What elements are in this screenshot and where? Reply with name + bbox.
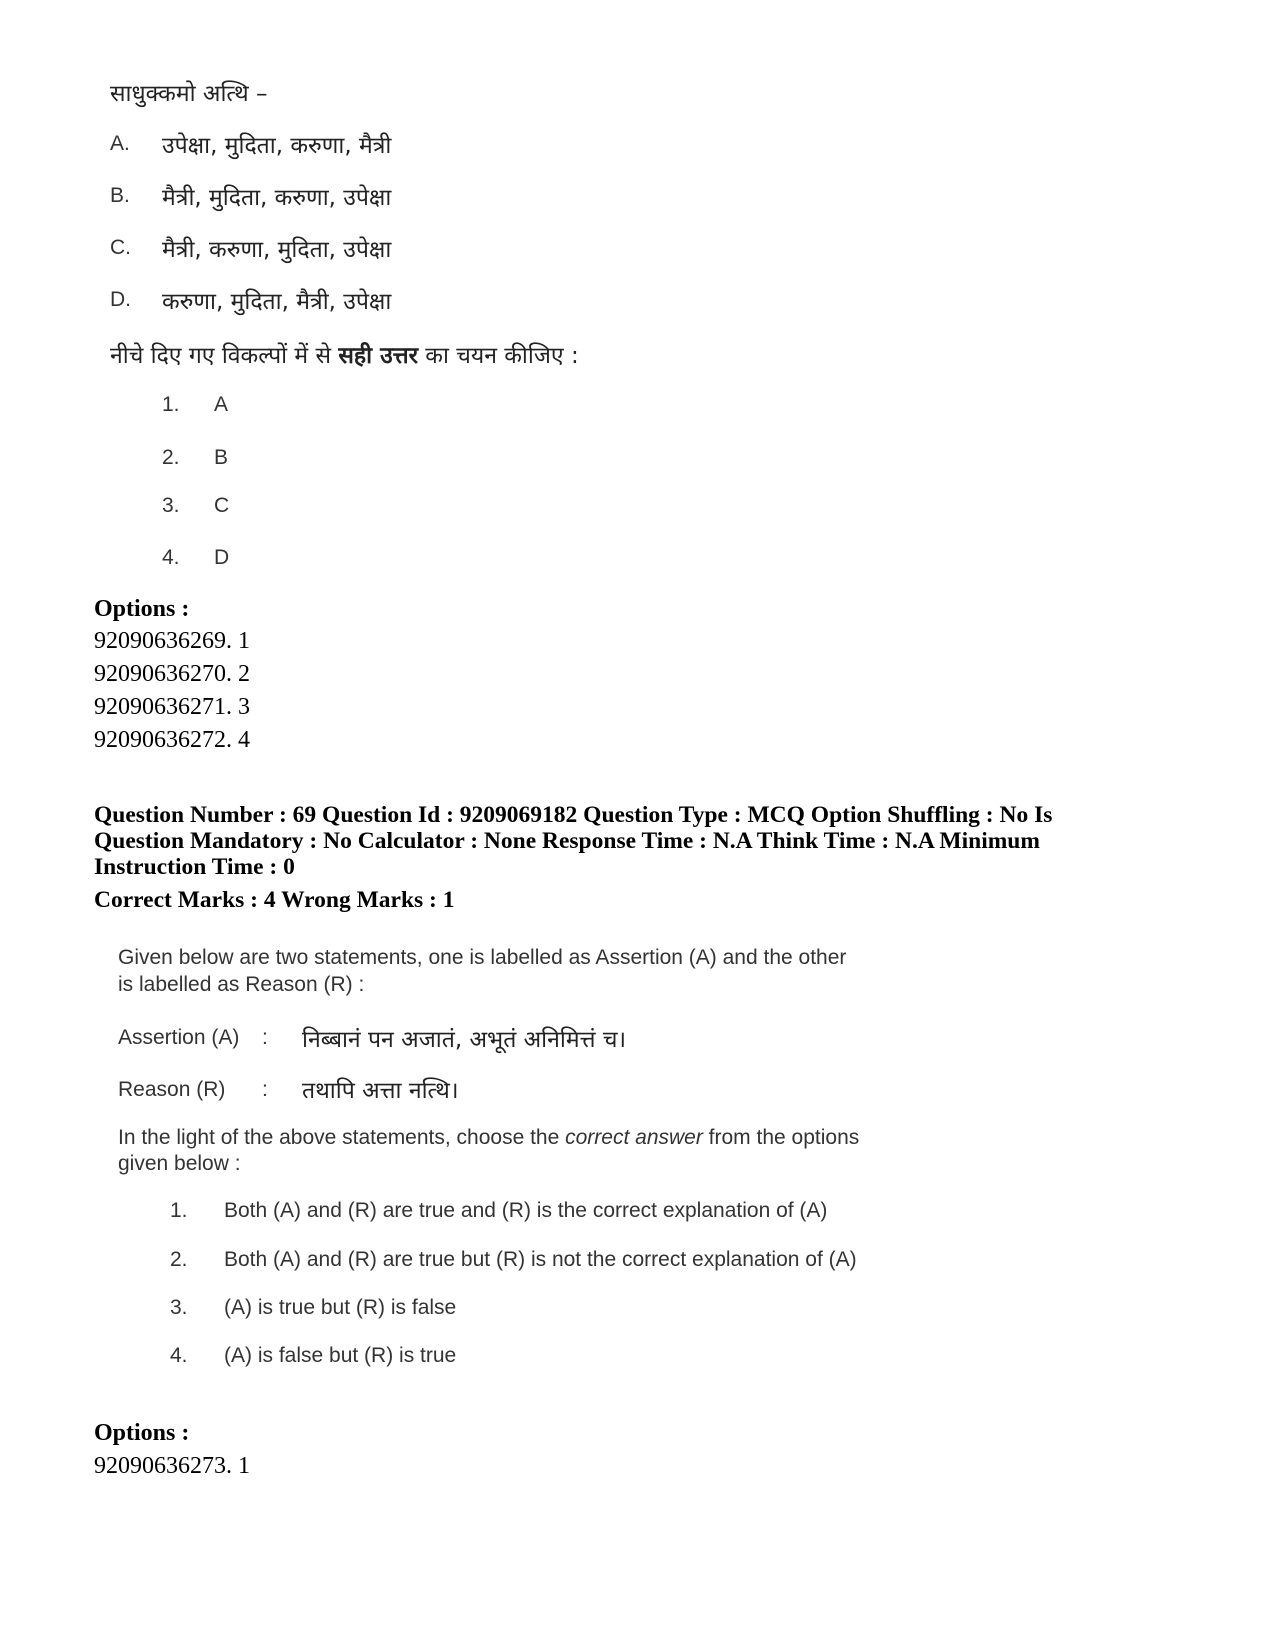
choice-letter: D. — [110, 288, 131, 311]
answer-instruction — [110, 338, 579, 370]
question-intro-line: is labelled as Reason (R) : — [118, 973, 365, 996]
instruction-text: नीचे दिए गए विकल्पों में से — [110, 343, 339, 369]
reason-text: तथापि अत्ता नत्थि। — [302, 1078, 459, 1104]
option-id: 92090636269. 1 — [94, 628, 250, 654]
reason-label: Reason (R) — [118, 1078, 226, 1101]
choice-letter: A. — [110, 132, 130, 155]
answer-number: 3. — [162, 494, 180, 517]
assertion-text: निब्बानं पन अजातं, अभूतं अनिमित्तं च। — [302, 1027, 627, 1053]
answer-number: 1. — [170, 1199, 188, 1222]
choice-text: करुणा, मुदिता, मैत्री, उपेक्षा — [162, 289, 392, 315]
question-stem-line: साधुक्कमो अत्थि – — [110, 81, 268, 107]
instruction-text: का चयन कीजिए : — [418, 343, 579, 369]
instruction-text: In the light of the above statements, choose the — [118, 1126, 566, 1149]
answer-text: C — [214, 494, 230, 517]
answer-number: 4. — [170, 1344, 188, 1367]
answer-text: Both (A) and (R) are true but (R) is not the correct explanation of (A) — [224, 1248, 857, 1271]
assertion-colon: : — [262, 1026, 268, 1049]
answer-text: Both (A) and (R) are true and (R) is the correct explanation of (A) — [224, 1199, 828, 1222]
answer-text: A — [214, 393, 229, 416]
question-marks: Correct Marks : 4 Wrong Marks : 1 — [94, 887, 455, 913]
question-meta-line: Instruction Time : 0 — [94, 854, 295, 880]
choice-text: उपेक्षा, मुदिता, करुणा, मैत्री — [162, 133, 392, 159]
options-heading: Options : — [94, 596, 190, 622]
assertion-label: Assertion (A) — [118, 1026, 240, 1049]
instruction-emphasis: correct answer — [565, 1126, 703, 1149]
reason-colon: : — [262, 1078, 268, 1101]
answer-number: 4. — [162, 546, 180, 569]
instruction-emphasis: सही उत्तर — [338, 343, 418, 369]
answer-number: 1. — [162, 393, 180, 416]
instruction-text: from the options — [702, 1126, 860, 1149]
answer-text: B — [214, 446, 229, 469]
choice-letter: B. — [110, 184, 130, 207]
answer-text: (A) is true but (R) is false — [224, 1296, 457, 1319]
answer-instruction-line2: given below : — [118, 1152, 241, 1175]
answer-number: 2. — [162, 446, 180, 469]
choice-text: मैत्री, मुदिता, करुणा, उपेक्षा — [162, 185, 392, 211]
answer-text: D — [214, 546, 230, 569]
question-meta-line: Question Number : 69 Question Id : 9209069182 Question Type : MCQ Option Shuffling : No Is — [94, 802, 1053, 828]
option-id: 92090636273. 1 — [94, 1453, 250, 1479]
option-id: 92090636270. 2 — [94, 661, 250, 687]
choice-text: मैत्री, करुणा, मुदिता, उपेक्षा — [162, 237, 392, 263]
option-id: 92090636272. 4 — [94, 727, 250, 753]
answer-instruction — [118, 1126, 859, 1150]
question-meta-line: Question Mandatory : No Calculator : None Response Time : N.A Think Time : N.A Minimum — [94, 828, 1040, 854]
answer-number: 3. — [170, 1296, 188, 1319]
answer-number: 2. — [170, 1248, 188, 1271]
question-intro-line: Given below are two statements, one is labelled as Assertion (A) and the other — [118, 946, 847, 969]
option-id: 92090636271. 3 — [94, 694, 250, 720]
options-heading: Options : — [94, 1420, 190, 1446]
choice-letter: C. — [110, 236, 131, 259]
answer-text: (A) is false but (R) is true — [224, 1344, 457, 1367]
